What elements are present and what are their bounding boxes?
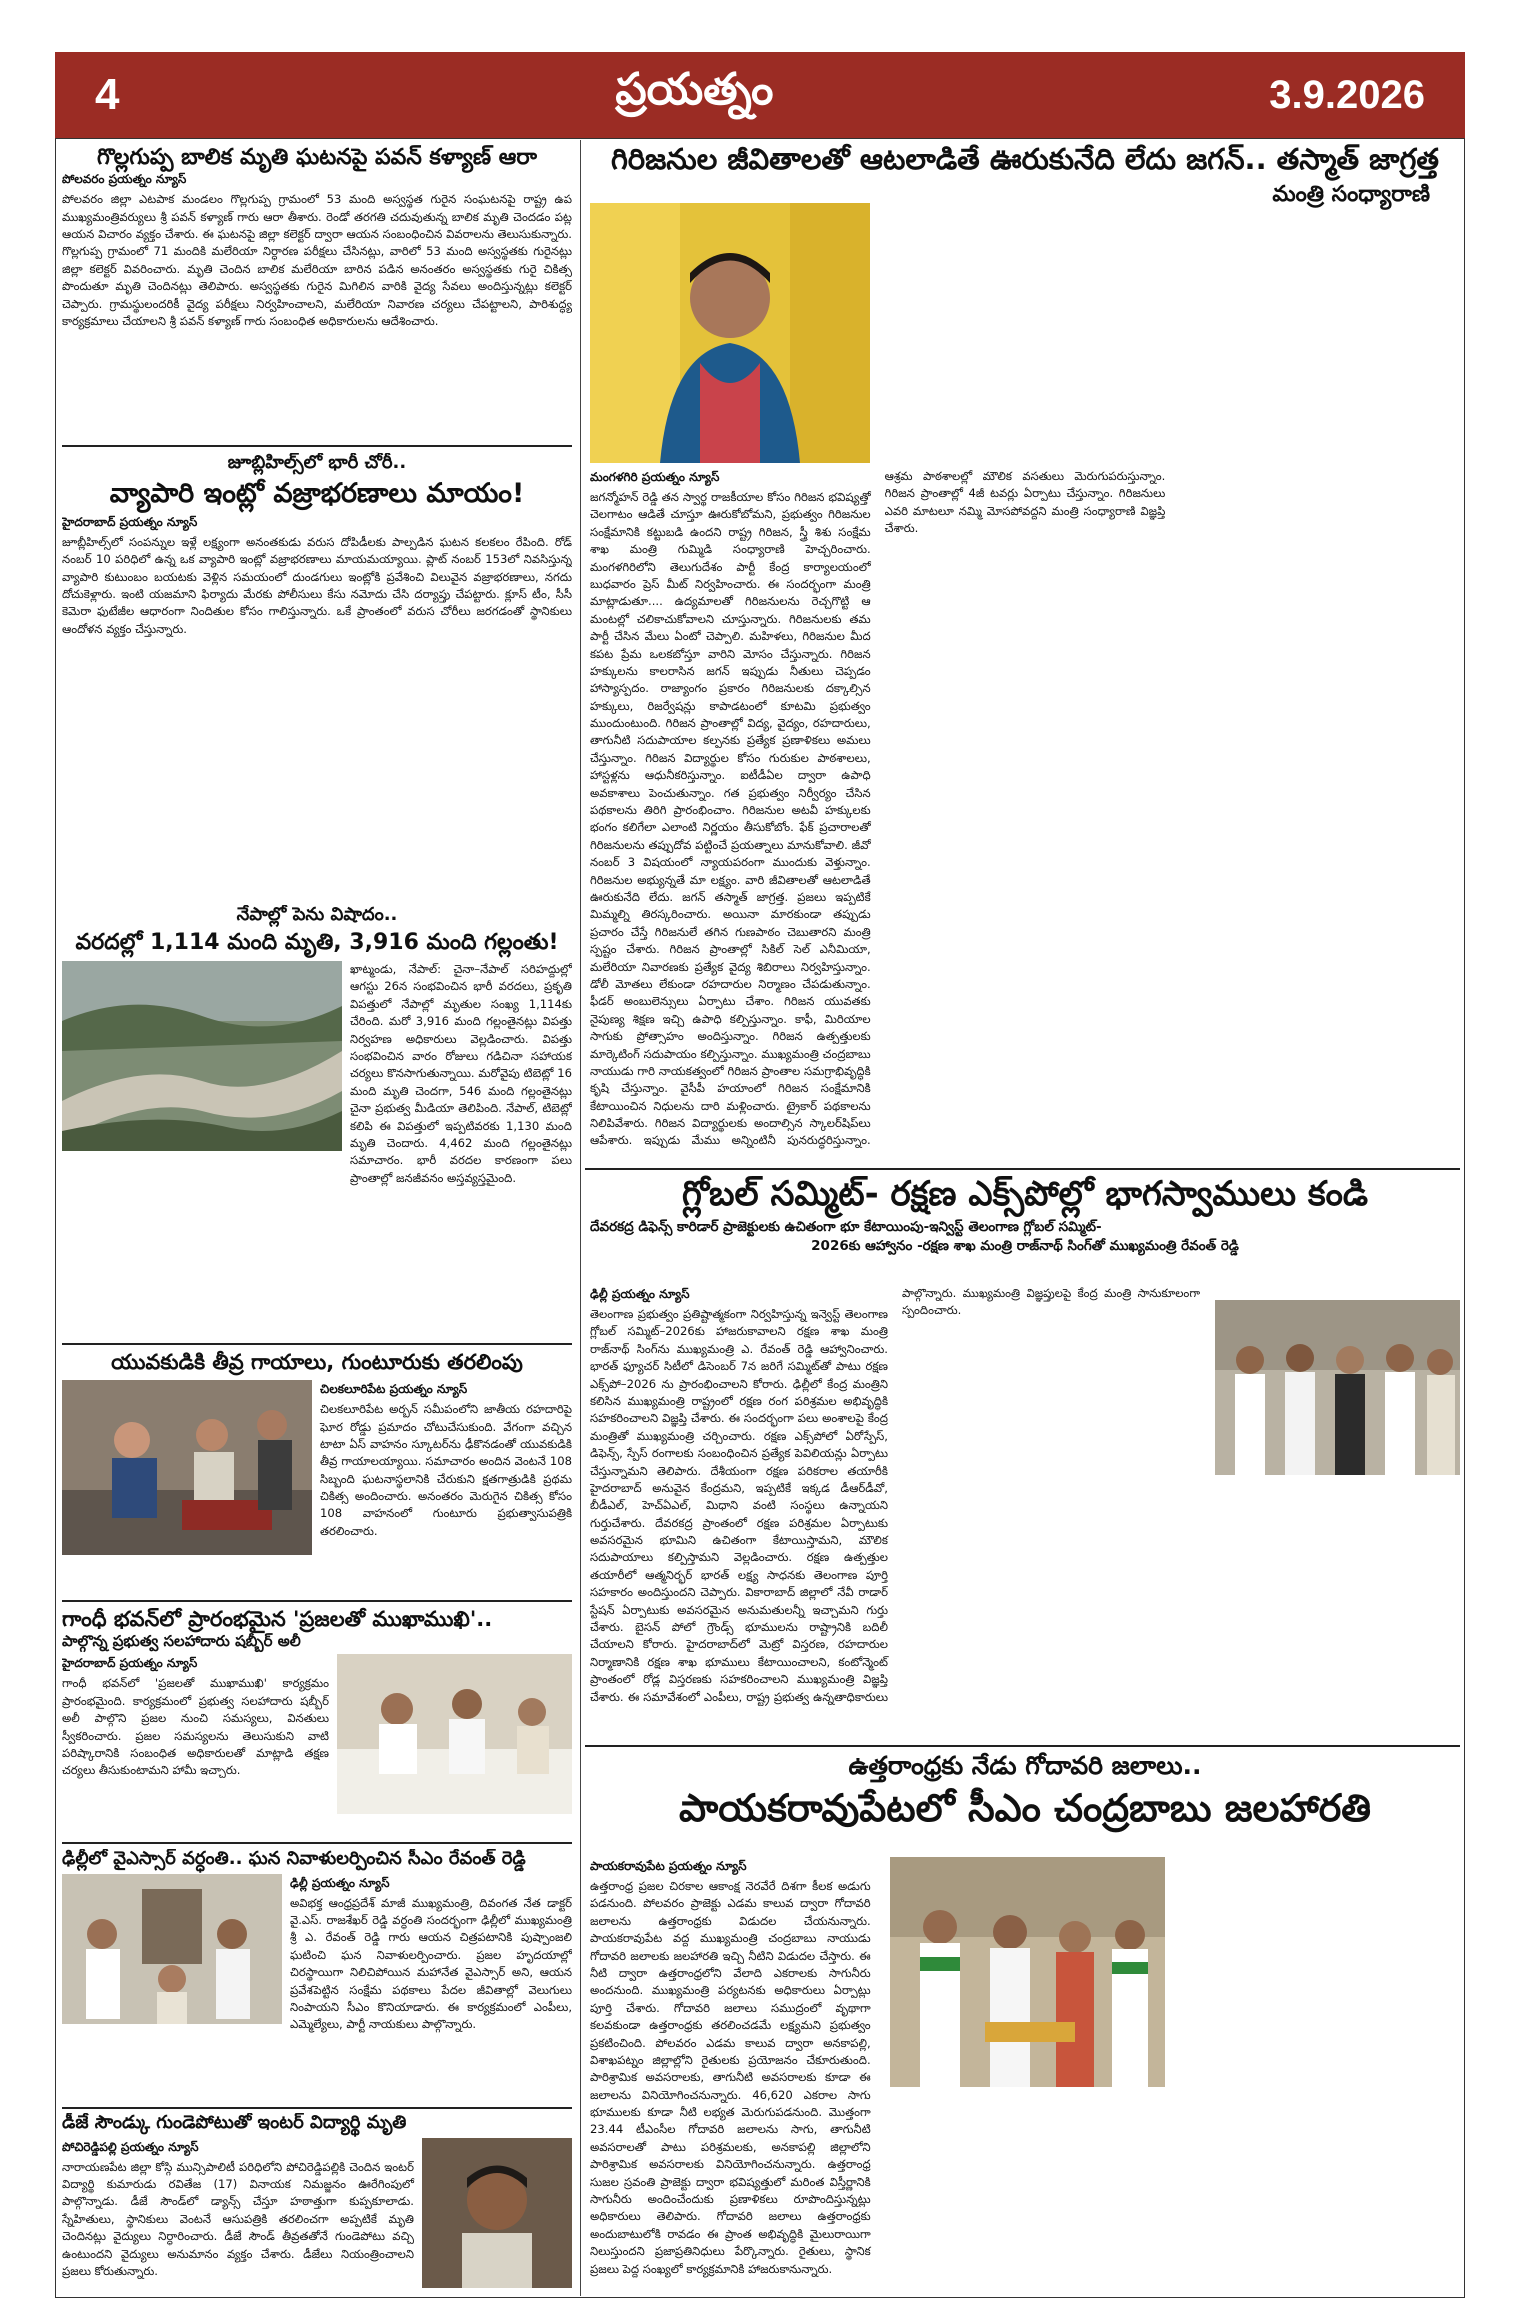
article-kicker: నేపాల్లో పెను విషాదం.. xyxy=(236,905,398,925)
article-headline: వరదల్లో 1,114 మంది మృతి, 3,916 మంది గల్లంతు! xyxy=(75,929,559,955)
section-rule xyxy=(62,1600,572,1602)
summit-headline: గ్లోబల్ సమ్మిట్- రక్షణ ఎక్స్‌పోల్లో భాగస్వాములు కండి xyxy=(681,1175,1368,1214)
ysr-tribute-photo xyxy=(62,1874,282,2024)
column-divider xyxy=(580,140,581,2296)
flood-photo xyxy=(62,961,342,1151)
lead-kicker: మంత్రి సంధ్యారాణి xyxy=(1272,182,1430,208)
summit-photo xyxy=(1215,1300,1460,1475)
godavari-headline: పాయకరావుపేటలో సీఎం చంద్రబాబు జలహారతి xyxy=(679,1785,1371,1830)
article-body: నారాయణపేట జిల్లా కోస్గి మున్సిపాలిటీ పరిధిలోని పోచిరెడ్డిపల్లికి చెందిన ఇంటర్ విద్యార్థి కుమారుడు రవితేజ (17) వినాయక నిమజ్జనం ఊరేగింపులో పాల్గొన్నాడు. డీజే సౌండ్‌లో డ్యాన్స్ చేస్తూ హఠాత్తుగా కుప్పకూలాడు. స్నేహితులు, స్థానికులు వెంటనే ఆసుపత్రికి తరలించగా అప్పటికే మృతి చెందినట్లు వైద్యులు నిర్ధారించారు. డీజే సౌండ్ తీవ్రతతోనే గుండెపోటు వచ్చి ఉంటుందని వైద్యులు అనుమానం వ్యక్తం చేశారు. డీజేలు నియంత్రించాలని ప్రజలు కోరుతున్నారు. xyxy=(62,2159,414,2279)
article-byline: చిలకలూరిపేట ప్రయత్నం న్యూస్ xyxy=(320,1382,468,1397)
article-gandhi-bhavan xyxy=(62,1607,572,1842)
gandhi-bhavan-photo xyxy=(337,1654,572,1814)
article-byline: పోలవరం ప్రయత్నం న్యూస్ xyxy=(62,172,187,187)
lead-body-wrap xyxy=(590,468,1460,1158)
godavari-byline: పాయకరావుపేట ప్రయత్నం న్యూస్ xyxy=(590,1859,747,1873)
summit-byline: ఢిల్లీ ప్రయత్నం న్యూస్ xyxy=(590,1287,690,1301)
article-headline: ఢిల్లీలో వైఎస్సార్ వర్ధంతి.. ఘన నివాళులర్పించిన సీఎం రేవంత్ రెడ్డి xyxy=(62,1849,526,1869)
article-pawan-kalyan xyxy=(62,145,572,445)
article-nepal-floods xyxy=(62,905,572,1345)
godavari-story xyxy=(590,1752,1460,2292)
section-rule xyxy=(62,1343,572,1345)
lead-body: జగన్మోహన్ రెడ్డి తన స్వార్థ రాజకీయాల కోసం గిరిజన భవిష్యత్తో చెలగాటం ఆడితే చూస్తూ ఊరుకోబోమని, ప్రభుత్వం గిరిజనుల సంక్షేమానికి కట్టుబడి ఉందని రాష్ట్ర గిరిజన, స్త్రీ శిశు సంక్షేమ శాఖ మంత్రి గుమ్మిడి సంధ్యారాణి హెచ్చరించారు. మంగళగిరిలోని తెలుగుదేశం పార్టీ కేంద్ర కార్యాలయంలో బుధవారం ప్రెస్ మీట్ నిర్వహించారు. ఈ సందర్భంగా మంత్రి మాట్లాడుతూ.... ఉద్యమాలతో గిరిజనులను రెచ్చగొట్టి ఆ మంటల్లో చలికాచుకోవాలని చూస్తున్నారు. గిరిజనులకు తమ పార్టీ చేసిన మేలు ఏంటో చెప్పాలి. మహిళలు, గిరిజనుల మీద కపట ప్రేమ ఒలకబోస్తూ వారిని మోసం చేస్తున్నారు. గిరిజన హక్కులను కాలరాసిన జగన్ ఇప్పుడు నీతులు చెప్పడం హాస్యాస్పదం. రాజ్యాంగం ప్రకారం గిరిజనులకు దక్కాల్సిన హక్కులు, రిజర్వేషన్లు కాపాడటంలో కూటమి ప్రభుత్వం ముందుంటుంది. గిరిజన ప్రాంతాల్లో విద్య, వైద్యం, రహదారులు, తాగునీటి సదుపాయాల కల్పనకు ప్రత్యేక ప్రణాళికలు అమలు చేస్తున్నాం. గిరిజన విద్యార్థుల కోసం గురుకుల పాఠశాలలు, హాస్టళ్లను ఆధునీకరిస్తున్నాం. ఐటీడీఏల ద్వారా ఉపాధి అవకాశాలు పెంచుతున్నాం. గత ప్రభుత్వం నిర్వీర్యం చేసిన పథకాలను తిరిగి ప్రారంభించాం. గిరిజనుల అటవీ హక్కులకు భంగం కలిగేలా ఎలాంటి నిర్ణయం తీసుకోబోం. ఫేక్ ప్రచారాలతో గిరిజనులను తప్పుదోవ పట్టించే ప్రయత్నాలు మానుకోవాలి. జీవో నంబర్ 3 విషయంలో న్యాయపరంగా ముందుకు వెళ్తున్నాం. గిరిజనుల అభ్యున్నతే మా లక్ష్యం. వారి జీవితాలతో ఆటలాడితే ఊరుకునేది లేదు. జగన్ తస్మాత్ జాగ్రత్త. ప్రజలు ఇప్పటికే మిమ్మల్ని తిరస్కరించారు. అయినా మారకుండా తప్పుడు ప్రచారం చేస్తే గిరిజనులే తగిన గుణపాఠం చెబుతారని మంత్రి స్పష్టం చేశారు. గిరిజన ప్రాంతాల్లో సికిల్ సెల్ ఎనీమియా, మలేరియా నివారణకు ప్రత్యేక వైద్య శిబిరాలు నిర్వహిస్తున్నాం. డోలీ మోతలు లేకుండా రహదారుల నిర్మాణం చేపడుతున్నాం. ఫీడర్ అంబులెన్సులు ఏర్పాటు చేశాం. గిరిజన యువతకు నైపుణ్య శిక్షణ ఇచ్చి ఉపాధి కల్పిస్తున్నాం. కాఫీ, మిరియాల సాగుకు ప్రోత్సాహం అందిస్తున్నాం. గిరిజన ఉత్పత్తులకు మార్కెటింగ్ సదుపాయం కల్పిస్తున్నాం. ముఖ్యమంత్రి చంద్రబాబు నాయుడు గారి నాయకత్వంలో గిరిజన ప్రాంతాల సమగ్రాభివృద్ధికి కృషి చేస్తున్నాం. వైసీపీ హయాంలో గిరిజన సంక్షేమానికి కేటాయించిన నిధులను దారి మళ్లించారు. ట్రైకార్ పథకాలను నిలిపివేశారు. గిరిజన విద్యార్థులకు అందాల్సిన స్కాలర్‌షిప్‌లు ఆపేశారు. ఇప్పుడు మేము అన్నింటినీ పునరుద్ధరిస్తున్నాం. ఆశ్రమ పాఠశాలల్లో మౌలిక వసతులు మెరుగుపరుస్తున్నాం. గిరిజన ప్రాంతాల్లో 4జీ టవర్లు ఏర్పాటు చేస్తున్నాం. గిరిజనులు ఎవరి మాటలూ నమ్మి మోసపోవద్దని మంత్రి సంధ్యారాణి విజ్ఞప్తి చేశారు. xyxy=(590,469,1166,1148)
minister-portrait-image xyxy=(590,203,870,463)
section-rule xyxy=(585,1168,1460,1170)
article-headline: గొల్లగుప్ప బాలిక మృతి ఘటనపై పవన్ కళ్యాణ్ ఆరా xyxy=(97,145,537,170)
article-youth-injured xyxy=(62,1350,572,1600)
article-dj-sound xyxy=(62,2113,572,2295)
article-byline: పోచిరెడ్డిపల్లి ప్రయత్నం న్యూస్ xyxy=(62,2139,199,2154)
section-rule xyxy=(585,1745,1460,1747)
left-column xyxy=(62,145,572,2295)
article-body: జూబ్లీహిల్స్‌లో సంపన్నుల ఇళ్లే లక్ష్యంగా అనంతకుడు వరుస దోపిడీలకు పాల్పడిన ఘటన కలకలం రేపింది. రోడ్ నంబర్ 10 పరిధిలో ఉన్న ఒక వ్యాపారి ఇంట్లో వజ్రాభరణాలు మాయమయ్యాయి. ప్లాట్ నంబర్ 153లో నివసిస్తున్న వ్యాపారి కుటుంబం బయటకు వెళ్లిన సమయంలో దుండగులు ఇంట్లోకి ప్రవేశించి విలువైన వజ్రాభరణాలు, నగదు దోచుకెళ్లారు. ఇంటి యజమాని ఫిర్యాదు మేరకు పోలీసులు కేసు నమోదు చేసి దర్యాప్తు చేపట్టారు. క్లూస్ టీం, సీసీ కెమెరా ఫుటేజీల ఆధారంగా నిందితుల కోసం గాలిస్తున్నారు. ఒకే ప్రాంతంలో వరుస చోరీలు జరగడంతో స్థానికులు ఆందోళన వ్యక్తం చేస్తున్నారు. xyxy=(62,534,572,636)
article-subhead: పాల్గొన్న ప్రభుత్వ సలహాదారు షబ్బీర్ అలీ xyxy=(62,1632,301,1651)
page-number: 4 xyxy=(95,70,120,119)
section-rule xyxy=(62,1842,572,1844)
article-body: చిలకలూరిపేట అర్బన్ సమీపంలోని జాతీయ రహదారిపై ఘోర రోడ్డు ప్రమాదం చోటుచేసుకుంది. వేగంగా వచ్చిన టాటా ఏస్ వాహనం స్కూటర్‌ను ఢీకొనడంతో యువకుడికి తీవ్ర గాయాలయ్యాయి. సమాచారం అందిన వెంటనే 108 సిబ్బంది ఘటనాస్థలానికి చేరుకుని క్షతగాత్రుడికి ప్రథమ చికిత్స అందించారు. అనంతరం మెరుగైన చికిత్స కోసం 108 వాహనంలో గుంటూరు ప్రభుత్వాసుపత్రికి తరలించారు. xyxy=(320,1402,572,1538)
issue-date: 3.9.2026 xyxy=(1269,72,1425,117)
jala-harathi-image xyxy=(890,1857,1165,2087)
article-headline: గాంధీ భవన్‌లో ప్రారంభమైన 'ప్రజలతో ముఖాముఖి'.. xyxy=(62,1607,493,1631)
section-rule xyxy=(62,445,572,447)
article-body: అవిభక్త ఆంధ్రప్రదేశ్ మాజీ ముఖ్యమంత్రి, దివంగత నేత డాక్టర్ వై.ఎస్. రాజశేఖర్ రెడ్డి వర్ధంతి సందర్భంగా ఢిల్లీలో ముఖ్యమంత్రి శ్రీ ఎ. రేవంత్ రెడ్డి గారు ఆయన చిత్రపటానికి పుష్పాంజలి ఘటించి ఘన నివాళులర్పించారు. ప్రజల హృదయాల్లో చిరస్థాయిగా నిలిచిపోయిన మహానేత వైఎస్సార్ అని, ఆయన ప్రవేశపెట్టిన సంక్షేమ పథకాలు పేదల జీవితాల్లో వెలుగులు నింపాయని సీఎం కొనియాడారు. ఈ కార్యక్రమంలో ఎంపీలు, ఎమ్మెల్యేలు, పార్టీ నాయకులు పాల్గొన్నారు. xyxy=(290,1895,572,2032)
flood-river-image xyxy=(62,961,342,1151)
summit-subhead-2: 2026కు ఆహ్వానం -రక్షణ శాఖ మంత్రి రాజ్‌నాథ్ సింగ్‌తో ముఖ్యమంత్రి రేవంత్ రెడ్డి xyxy=(811,1237,1239,1254)
article-kicker: జూబ్లిహిల్స్‌లో భారీ చోరీ.. xyxy=(227,453,407,473)
paper-name: ప్రయత్నం xyxy=(615,64,774,115)
summit-subhead: దేవరకద్ర డిఫెన్స్ కారిడార్ ప్రాజెక్టులకు ఉచితంగా భూ కేటాయింపు-ఇన్విస్ట్ తెలంగాణ గ్లోబల్ సమ్మిట్- xyxy=(590,1219,1102,1236)
tribute-image xyxy=(62,1874,282,2024)
section-rule xyxy=(62,2107,572,2109)
summit-meeting-image xyxy=(1215,1300,1460,1475)
summit-story xyxy=(590,1175,1460,1740)
article-byline: హైదరాబాద్ ప్రయత్నం న్యూస్ xyxy=(62,514,198,529)
article-headline: వ్యాపారి ఇంట్లో వజ్రాభరణాలు మాయం! xyxy=(109,477,525,509)
lead-headline: గిరిజనుల జీవితాలతో ఆటలాడితే ఊరుకునేది లేదు జగన్.. తస్మాత్ జాగ్రత్త xyxy=(611,143,1439,176)
article-headline: యువకుడికి తీవ్ర గాయాలు, గుంటూరుకు తరలింపు xyxy=(111,1350,523,1374)
student-photo xyxy=(422,2138,572,2288)
article-headline: డీజే సౌండ్కు గుండెపోటుతో ఇంటర్ విద్యార్థి మృతి xyxy=(62,2113,407,2133)
article-jubilee-hills-theft xyxy=(62,453,572,898)
godavari-photo xyxy=(890,1857,1165,2087)
meeting-image xyxy=(337,1654,572,1814)
article-body: ఖాట్మండు, నేపాల్: చైనా–నేపాల్ సరిహద్దుల్లో ఆగస్టు 26న సంభవించిన భారీ వరదలు, ప్రకృతి విపత్తులో నేపాల్లో మృతుల సంఖ్య 1,114కు చేరింది. మరో 3,916 మంది గల్లంతైనట్లు విపత్తు నిర్వహణ అధికారులు వెల్లడించారు. విపత్తు సంభవించిన వారం రోజులు గడిచినా సహాయక చర్యలు కొనసాగుతున్నాయి. మరోవైపు టిబెట్లో 16 మంది మృతి చెందగా, 546 మంది గల్లంతైనట్లు చైనా ప్రభుత్వ మీడియా తెలిపింది. నేపాల్, టిబెట్లో కలిపి ఈ విపత్తులో ఇప్పటివరకు 1,130 మంది మృతి చెందారు. 4,462 మంది గల్లంతైనట్లు సమాచారం. భారీ వరదల కారణంగా పలు ప్రాంతాల్లో జనజీవనం అస్తవ్యస్తమైంది. xyxy=(350,961,572,1185)
article-byline: ఢిల్లీ ప్రయత్నం న్యూస్ xyxy=(290,1875,390,1890)
article-ysr-anniversary xyxy=(62,1849,572,2109)
accident-scene-image xyxy=(62,1380,312,1555)
masthead xyxy=(55,52,1465,138)
godavari-body: ఉత్తరాంధ్ర ప్రజల చిరకాల ఆకాంక్ష నెరవేరే దిశగా కీలక అడుగు పడనుంది. పోలవరం ప్రాజెక్టు ఎడమ కాలువ ద్వారా గోదావరి జలాలను ఉత్తరాంధ్రకు విడుదల చేయనున్నారు. పాయకరావుపేట వద్ద ముఖ్యమంత్రి చంద్రబాబు నాయుడు గోదావరి జలాలకు జలహారతి ఇచ్చి నీటిని విడుదల చేస్తారు. ఈ నీటి ద్వారా ఉత్తరాంధ్రలోని వేలాది ఎకరాలకు సాగునీరు అందనుంది. ముఖ్యమంత్రి పర్యటనకు అధికారులు ఏర్పాట్లు పూర్తి చేశారు. గోదావరి జలాలు సముద్రంలో వృథాగా కలవకుండా ఉత్తరాంధ్రకు తరలించడమే లక్ష్యమని ప్రభుత్వం ప్రకటించింది. పోలవరం ఎడమ కాలువ ద్వారా అనకాపల్లి, విశాఖపట్నం జిల్లాల్లోని రైతులకు ప్రయోజనం చేకూరుతుంది. పారిశ్రామిక అవసరాలకు, తాగునీటి అవసరాలకు కూడా ఈ జలాలను వినియోగించనున్నారు. 46,620 ఎకరాల సాగు భూములకు కూడా నీటి లభ్యత మెరుగుపడనుంది. మొత్తంగా 23.44 టీఎంసీల గోదావరి జలాలను సాగు, తాగునీటి అవసరాలతో పాటు పరిశ్రమలకు, అనకాపల్లి జిల్లాలోని పారిశ్రామిక అవసరాలకు వినియోగించనున్నారు. ఉత్తరాంధ్ర సుజల స్రవంతి ప్రాజెక్టు ద్వారా భవిష్యత్తులో మరింత విస్తీర్ణానికి సాగునీరు అందించేందుకు ప్రణాళికలు రూపొందిస్తున్నట్లు అధికారులు తెలిపారు. గోదావరి జలాలు ఉత్తరాంధ్రకు అందుబాటులోకి రావడం ఈ ప్రాంత అభివృద్ధికి మైలురాయిగా నిలుస్తుందని ప్రజాప్రతినిధులు పేర్కొన్నారు. రైతులు, స్థానిక ప్రజలు పెద్ద సంఖ్యలో కార్యక్రమానికి హాజరుకానున్నారు. xyxy=(590,1879,871,2276)
article-body: పోలవరం జిల్లా ఎటపాక మండలం గొల్లగుప్ప గ్రామంలో 53 మంది అస్వస్థత గురైన సంఘటనపై రాష్ట్ర ఉప ముఖ్యమంత్రివర్యులు శ్రీ పవన్ కళ్యాణ్ గారు ఆరా తీశారు. రెండో తరగతి చదువుతున్న బాలిక మృతి చెందడం పట్ల ఆయన విచారం వ్యక్తం చేశారు. ఈ ఘటనపై జిల్లా కలెక్టర్ ద్వారా ఆయన సంబంధించిన వివరాలను తెలుసుకున్నారు. గొల్లగుప్ప గ్రామంలో 71 మందికి మలేరియా నిర్ధారణ పరీక్షలు చేసినట్లు, వారిలో 53 మంది అస్వస్థతకు గురైనట్లు జిల్లా కలెక్టర్ వివరించారు. మృతి చెందిన బాలిక మలేరియా బారిన పడిన అనంతరం అస్వస్థతకు గురై చికిత్స పొందుతూ మృతి చెందినట్లు తెలిపారు. అస్వస్థతకు గురైన మిగిలిన వారికి వైద్య సేవలు అందిస్తున్నట్లు కలెక్టర్ చెప్పారు. గ్రామస్థులందరికీ వైద్య పరీక్షలు నిర్వహించాలని, మలేరియా నివారణ చర్యలు చేపట్టాలని, పారిశుద్ధ్య కార్యక్రమాలు చేయాలని శ్రీ పవన్ కళ్యాణ్ గారు సంబంధిత అధికారులను ఆదేశించారు. xyxy=(62,192,572,329)
summit-body: తెలంగాణ ప్రభుత్వం ప్రతిష్టాత్మకంగా నిర్వహిస్తున్న ఇన్వెస్ట్ తెలంగాణ గ్లోబల్ సమ్మిట్–2026కు హాజరుకావాలని రక్షణ శాఖ మంత్రి రాజ్‌నాథ్ సింగ్‌ను ముఖ్యమంత్రి ఎ. రేవంత్ రెడ్డి ఆహ్వానించారు. భారత్ ఫ్యూచర్ సిటీలో డిసెంబర్ 7న జరిగే సమ్మిట్‌తో పాటు రక్షణ ఎక్స్‌పో–2026 ను ప్రారంభించాలని కోరారు. ఢిల్లీలో కేంద్ర మంత్రిని కలిసిన ముఖ్యమంత్రి రాష్ట్రంలో రక్షణ రంగ పరిశ్రమల అభివృద్ధికి సహకరించాలని విజ్ఞప్తి చేశారు. ఈ సందర్భంగా పలు అంశాలపై కేంద్ర మంత్రితో ముఖ్యమంత్రి చర్చించారు. రక్షణ ఎక్స్‌పోలో ఏరోస్పేస్, డిఫెన్స్, స్పేస్ రంగాలకు సంబంధించిన ప్రత్యేక పెవిలియన్లు ఏర్పాటు చేస్తున్నామని తెలిపారు. దేశీయంగా రక్షణ పరికరాల తయారీకి హైదరాబాద్ అనువైన కేంద్రమని, ఇప్పటికే ఇక్కడ డీఆర్‌డీవో, బీడీఎల్, హెచ్ఏఎల్, మిధాని వంటి సంస్థలు ఉన్నాయని గుర్తుచేశారు. దేవరకద్ర ప్రాంతంలో రక్షణ పరిశ్రమల ఏర్పాటుకు అవసరమైన భూమిని ఉచితంగా కేటాయిస్తామని, మౌలిక సదుపాయాలు కల్పిస్తామని వెల్లడించారు. రక్షణ ఉత్పత్తుల తయారీలో ఆత్మనిర్భర్ భారత్ లక్ష్య సాధనకు తెలంగాణ పూర్తి సహకారం అందిస్తుందని చెప్పారు. వికారాబాద్ జిల్లాలో నేవీ రాడార్ స్టేషన్ ఏర్పాటుకు అవసరమైన అనుమతులన్నీ ఇచ్చామని గుర్తు చేశారు. బైసన్ పోలో గ్రౌండ్స్ భూములను రాష్ట్రానికి బదిలీ చేయాలని కోరారు. హైదరాబాద్‌లో మెట్రో విస్తరణ, రహదారుల నిర్మాణానికి రక్షణ శాఖ భూములు కేటాయించాలని, కంటోన్మెంట్ ప్రాంతంలో రోడ్ల విస్తరణకు సహకరించాలని ముఖ్యమంత్రి విజ్ఞప్తి చేశారు. ఈ సమావేశంలో ఎంపీలు, రాష్ట్ర ప్రభుత్వ ఉన్నతాధికారులు పాల్గొన్నారు. ముఖ్యమంత్రి విజ్ఞప్తులపై కేంద్ర మంత్రి సానుకూలంగా స్పందించారు. xyxy=(590,1286,1200,1704)
summit-body-wrap xyxy=(590,1285,1200,1740)
minister-photo xyxy=(590,203,870,463)
lead-story xyxy=(590,143,1460,1163)
article-byline: హైదరాబాద్ ప్రయత్నం న్యూస్ xyxy=(62,1656,198,1671)
lead-byline: మంగళగిరి ప్రయత్నం న్యూస్ xyxy=(590,470,720,484)
accident-photo xyxy=(62,1380,312,1555)
article-body: గాంధీ భవన్‌లో 'ప్రజలతో ముఖాముఖి' కార్యక్రమం ప్రారంభమైంది. కార్యక్రమంలో ప్రభుత్వ సలహాదారు షబ్బీర్ అలీ పాల్గొని ప్రజల నుంచి సమస్యలు, వినతులు స్వీకరించారు. ప్రజల సమస్యలను తెలుసుకుని వాటి పరిష్కారానికి సంబంధిత అధికారులతో మాట్లాడి తక్షణ చర్యలు తీసుకుంటామని హామీ ఇచ్చారు. xyxy=(62,1676,329,1778)
student-portrait-image xyxy=(422,2138,572,2288)
godavari-kicker: ఉత్తరాంధ్రకు నేడు గోదావరి జలాలు.. xyxy=(848,1752,1202,1780)
